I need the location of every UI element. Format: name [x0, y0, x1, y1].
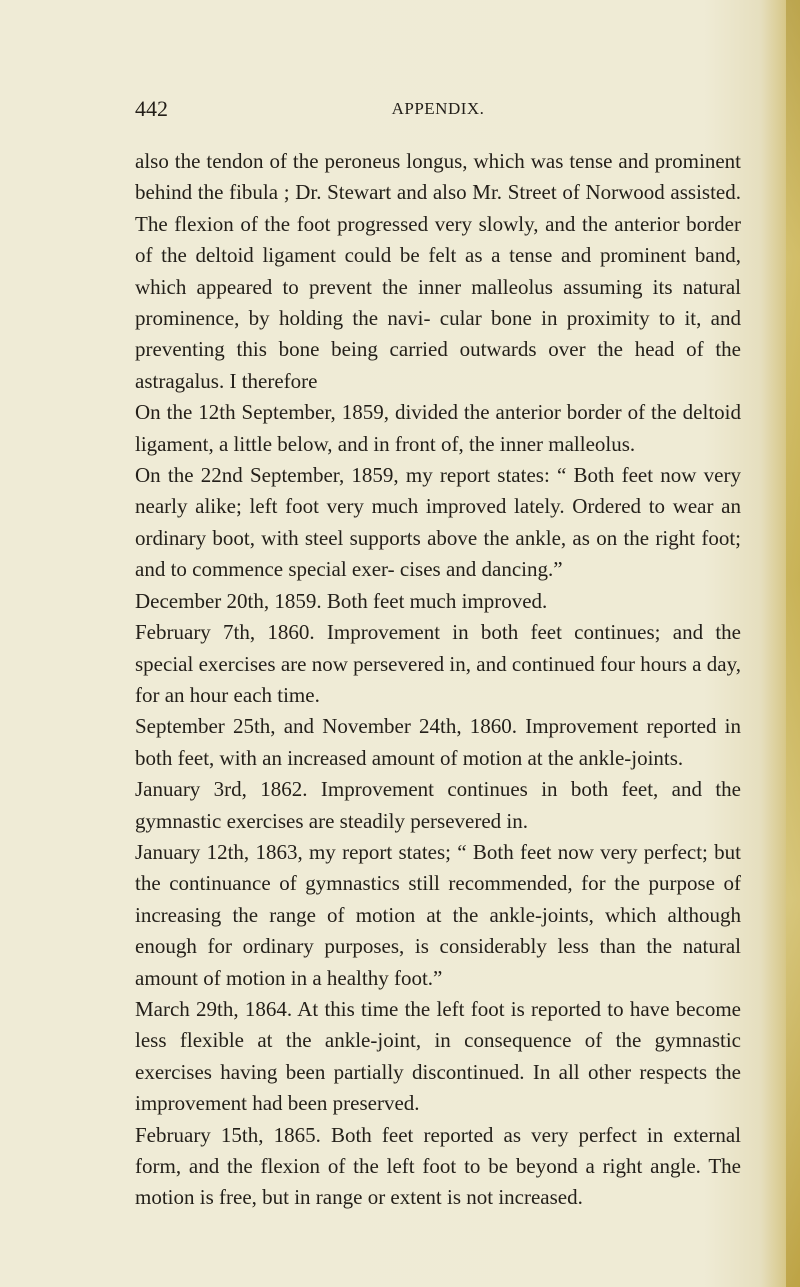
paragraph-sept-22-1859: On the 22nd September, 1859, my report states: “ Both feet now very nearly alike; left foot very much improved lately. Ordered to wear an ordinary boot, with steel supports above the ankle, as on the right foot; and to commence special exer- cises and dancing.”: [135, 463, 741, 582]
paragraph-continuation: also the tendon of the peroneus longus, which was tense and prominent behind the fibula ; Dr. Stewart and also Mr. Street of Norwood assisted. The flexion of the foot progressed very slowly, and the anterior border of the deltoid ligament could be felt as a tense and prominent band, which appeared to prevent the inner malleolus assuming its natural prominence, by holding the navi- cular bone in proximity to it, and preventing this bone being carried outwards over the head of the astragalus. I therefore: [135, 149, 741, 393]
paragraph-jan-12-1863: January 12th, 1863, my report states; “ Both feet now very perfect; but the continuance of gymnastics still recommended, for the purpose of increasing the range of motion at the ankle-joints, which although enough for ordinary purposes, is considerably less than the natural amount of motion in a healthy foot.”: [135, 839, 741, 990]
page-number: 442: [135, 96, 168, 121]
paragraph-sept-25-1860: September 25th, and November 24th, 1860. Improvement reported in both feet, with an increased amount of motion at the ankle-joints.: [135, 714, 741, 770]
body-text: [135, 146, 741, 1214]
paragraph-mar-29-1864: March 29th, 1864. At this time the left foot is reported to have become less flexible at the ankle-joint, in consequence of the gymnastic exercises having been partially discontinued. In all other respects the improvement had been preserved.: [135, 996, 741, 1116]
paragraph-jan-3-1862: January 3rd, 1862. Improvement continues in both feet, and the gymnastic exercises are steadily persevered in.: [135, 777, 741, 833]
paragraph-sept-12-1859: On the 12th September, 1859, divided the anterior border of the deltoid ligament, a little below, and in front of, the inner malleolus.: [135, 400, 741, 456]
page-header: [135, 94, 741, 124]
paragraph-feb-15-1865: February 15th, 1865. Both feet reported as very perfect in external form, and the flexion of the left foot to be beyond a right angle. The motion is free, but in range or extent is not increased.: [135, 1122, 741, 1210]
paragraph-dec-20-1859: December 20th, 1859. Both feet much improved.: [135, 588, 548, 613]
paragraph-feb-7-1860: February 7th, 1860. Improvement in both feet continues; and the special exercises are now persevered in, and continued four hours a day, for an hour each time.: [135, 620, 741, 707]
running-head: APPENDIX.: [391, 99, 485, 118]
page-edge-discoloration: [786, 0, 800, 1287]
